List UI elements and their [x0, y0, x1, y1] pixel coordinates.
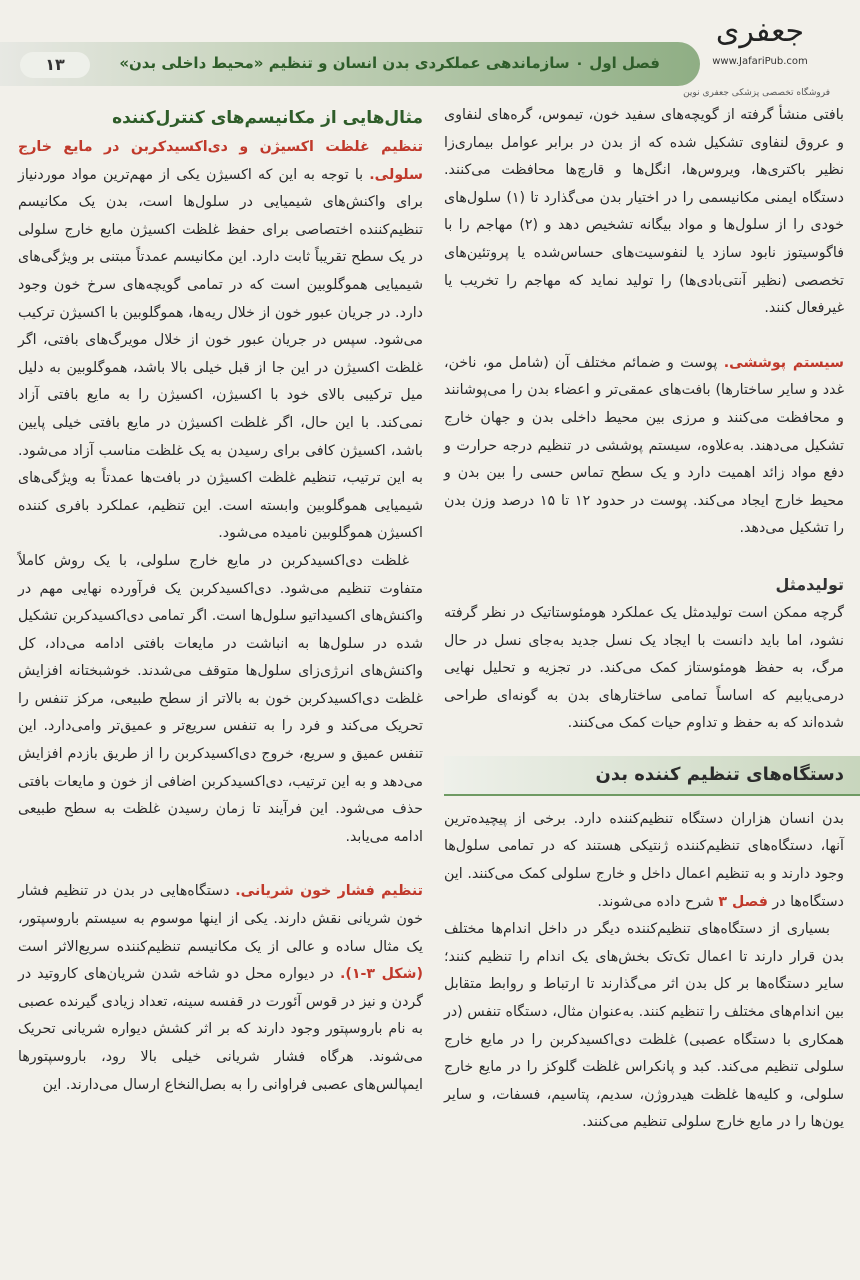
- paragraph-blood-pressure: [18, 878, 423, 1099]
- paragraph-text: در دیواره محل دو شاخه شدن شریان‌های کاروتید در گردن و نیز در قوس آئورت در قفسه سینه، تعداد زیادی گیرنده عصبی به نام باروسپتور وجود دارند که بر اثر کشش دیواره شریانی تحریک می‌شوند. هرگاه فشار شریانی خیلی بالا رود، باروسپتورها ایمپالس‌های عصبی فراوانی را به بصل‌النخاع ارسال می‌دارند. این: [18, 966, 423, 1093]
- logo-mark: جعفری: [715, 14, 805, 49]
- chapter-title: فصل اول ۰ سازماندهی عملکردی بدن انسان و تنظیم «محیط داخلی بدن»: [119, 54, 660, 72]
- paragraph-reproduction: گرچه ممکن است تولیدمثل یک عملکرد هومئوستاتیک در نظر گرفته نشود، اما باید دانست با ایجاد یک نسل جدید به‌جای نسل در حال مرگ، به حفظ هومئوستاز کمک می‌کند. در تجزیه و تحلیل نهایی درمی‌یابیم که اساساً تمامی ساختارهای بدن به گونه‌ای طراحی شده‌اند که به حفظ و تداوم حیات کمک می‌کنند.: [444, 604, 844, 732]
- page-number: ۱۳: [20, 52, 90, 78]
- paragraph-text: دستگاه‌هایی در بدن در تنظیم فشار خون شریانی نقش دارند. یکی از اینها موسوم به سیستم باروسپتور، یک مثال ساده و عالی از یک مکانیسم تنظیم‌کننده سریع‌الاثر است: [18, 883, 423, 955]
- publisher-url: www.JafariPub.com: [712, 56, 808, 67]
- left-column: [18, 102, 423, 1099]
- paragraph-integumentary: [444, 350, 844, 543]
- lead-integumentary: سیستم پوششی.: [723, 354, 844, 371]
- paragraph-text: پوست و ضمائم مختلف آن (شامل مو، ناخن، غدد و سایر ساختارها) بافت‌های عمقی‌تر و اعضاء بدن را می‌پوشانند و محافظت می‌کنند و مرزی بین محیط داخلی بدن و جهان خارج تشکیل می‌دهند. به‌علاوه، سیستم پوششی در تنظیم درجه حرارت و دفع مواد زائد اهمیت دارد و یک سطح تماس حسی را بین بدن و محیط خارج ایجاد می‌کند. پوست در حدود ۱۲ تا ۱۵ درصد وزن بدن را تشکیل می‌دهد.: [444, 354, 844, 537]
- paragraph-regulatory-1: [444, 806, 844, 916]
- paragraph-text: بدن انسان هزاران دستگاه تنظیم‌کننده دارد. برخی از پیچیده‌ترین آنها، دستگاه‌های تنظیم‌کننده ژنتیکی هستند که در تمامی سلول‌ها وجود دارند و به تنظیم اعمال داخل و خارج سلولی کمک می‌کنند. این دستگاه‌ها در: [444, 810, 844, 910]
- paragraph-co2: غلظت دی‌اکسیدکربن در مایع خارج سلولی، با یک روش کاملاً متفاوت تنظیم می‌شود. دی‌اکسیدکربن یک فرآورده نهایی مهم در واکنش‌های اکسیداتیو سلول‌ها است. اگر تمامی دی‌اکسیدکربن تشکیل شده در سلول‌ها به انباشت در مایعات بافتی ادامه می‌داد، کل واکنش‌های انرژی‌زای سلول‌ها متوقف می‌شدند. خوشبختانه افزایش غلظت دی‌اکسیدکربن خون به بالاتر از سطح طبیعی، مرکز تنفس را تحریک می‌کند و فرد را به تنفس سریع‌تر و عمیق‌تر وامی‌دارد. این تنفس عمیق و سریع، خروج دی‌اکسیدکربن را از طریق بازدم افزایش می‌دهد و به این ترتیب، دی‌اکسیدکربن اضافی از خون و مایعات بافتی حذف می‌شود. این فرآیند تا زمان رسیدن غلظت به سطح طبیعی ادامه می‌یابد.: [18, 552, 423, 845]
- paragraph-regulatory-2: بسیاری از دستگاه‌های تنظیم‌کننده دیگر در داخل اندام‌ها مختلف بدن قرار دارند تا اعمال تک‌تک بخش‌های یک اندام را تنظیم کنند؛ سایر دستگاه‌ها بر کل بدن اثر می‌گذارند تا ارتباط و روابط متقابل بین اندام‌های مختلف را تنظیم کنند. به‌عنوان مثال، دستگاه تنفس (در همکاری با دستگاه عصبی) غلظت دی‌اکسیدکربن را در مایع خارج سلولی تنظیم می‌کند. کبد و پانکراس غلظت گلوکز را در مایع خارج سلولی، و کلیه‌ها غلظت هیدروژن، سدیم، پتاسیم، فسفات، و سایر یون‌ها را در مایع خارج سلولی تنظیم می‌کنند.: [444, 921, 844, 1131]
- right-column: [444, 102, 844, 1137]
- chapter-reference: فصل ۳: [718, 893, 768, 910]
- figure-reference: (شکل ۳-۱).: [339, 966, 423, 983]
- paragraph-oxygen: [18, 134, 423, 548]
- paragraph-immune: بافتی منشأ گرفته از گویچه‌های سفید خون، تیموس، گره‌های لنفاوی و عروق لنفاوی تشکیل شده که از بدن در برابر عوامل بیماری‌زا نظیر باکتری‌ها، ویروس‌ها، انگل‌ها و قارچ‌ها محافظت می‌کنند. دستگاه ایمنی مکانیسمی را در اختیار بدن می‌گذارد تا (۱) سلول‌های خودی را از سلول‌ها و مواد بیگانه تشخیص دهد و (۲) مهاجم را با فاگوسیتوز نابود سازد یا لنفوسیت‌های حساس‌شده یا پروتئین‌های تخصصی (نظیر آنتی‌بادی‌ها) را تولید نماید که مهاجم را تخریب یا غیرفعال کنند.: [444, 107, 844, 317]
- subheading-blood-pressure: تنظیم فشار خون شریانی.: [235, 883, 423, 900]
- publisher-logo: [700, 8, 820, 67]
- paragraph-text: شرح داده می‌شوند.: [597, 893, 719, 910]
- heading-control-examples: مثال‌هایی از مکانیسم‌های کنترل‌کننده: [112, 108, 423, 128]
- store-name: فروشگاه تخصصی پزشکی جعفری نوین: [683, 88, 830, 98]
- subheading-oxygen-co2: تنظیم غلظت اکسیژن و دی‌اکسیدکربن در مایع خارج سلولی.: [18, 139, 423, 183]
- section-title: دستگاه‌های تنظیم کننده بدن: [444, 756, 860, 796]
- heading-reproduction: تولیدمثل: [775, 574, 844, 594]
- paragraph-text: با توجه به این که اکسیژن یکی از مهم‌ترین مواد موردنیاز برای واکنش‌های شیمیایی در سلول‌ها است، بدن یک مکانیسم تنظیم‌کننده اختصاصی برای حفظ غلظت اکسیژن مایع خارج سلولی در یک سطح تقریباً ثابت دارد. این مکانیسم عمدتاً مبتنی بر ویژگی‌های شیمیایی هموگلوبین است که در تمامی گویچه‌های سرخ خون وجود دارد. در جریان عبور خون از خلال ریه‌ها، هموگلوبین با اکسیژن ترکیب می‌شود. سپس در جریان عبور خون از خلال مویرگ‌های بافتی، اگر غلظت اکسیژن در این جا از قبل خیلی بالا باشد، هموگلوبین به دلیل میل ترکیبی بالای خود با اکسیژن، اکسیژن را به مایع بافتی آزاد نمی‌کند. با این حال، اگر غلظت اکسیژن در مایع بافتی خیلی پایین باشد، اکسیژن کافی برای رسیدن به یک غلظت مناسب آزاد می‌شود. به این ترتیب، تنظیم غلظت اکسیژن در بافت‌ها عمدتاً به ویژگی‌های شیمیایی هموگلوبین وابسته است. این تنظیم، عملکرد بافری کننده اکسیژن هموگلوبین نامیده می‌شود.: [18, 166, 423, 542]
